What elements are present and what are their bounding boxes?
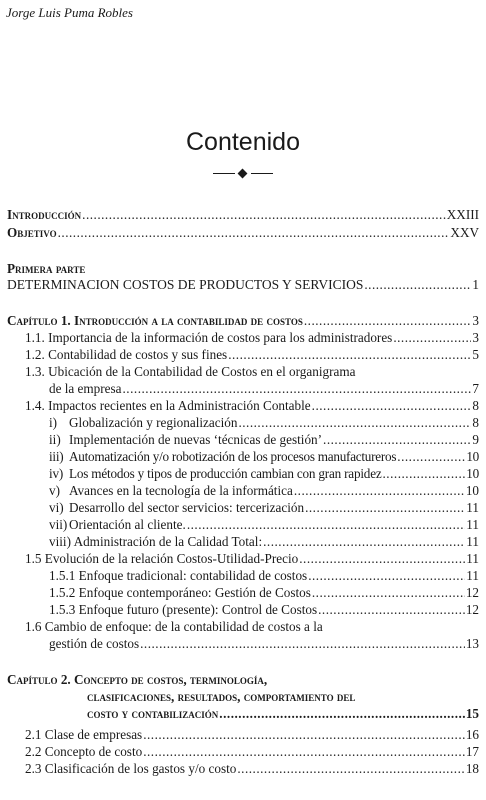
toc-entry-2-2[interactable]: 2.2 Concepto de costo ..... 17 [25,743,479,760]
toc-entry-chapter-1[interactable]: Capítulo 1. Introducción a la contabilidad de costos ..... 3 [7,312,479,329]
toc-entry-1-4-v[interactable]: v) Avances en la tecnología de la informática ..... 10 [49,482,479,499]
toc-entry-objetivo[interactable]: Objetivo ..... XXV [7,224,479,241]
toc-entry-1-2[interactable]: 1.2. Contabilidad de costos y sus fines ..... 5 [25,346,479,363]
toc-entry-2-1[interactable]: 2.1 Clase de empresas ..... 16 [25,726,479,743]
toc-entry-chapter-2[interactable]: costo y contabilización ..... 15 [87,705,479,722]
toc-entry-1-4-vii[interactable]: vii) Orientación al cliente. ..... 11 [49,516,479,533]
toc-entry-1-5[interactable]: 1.5 Evolución de la relación Costos-Utilidad-Precio ..... 11 [25,550,479,567]
toc-entry-1-3[interactable]: de la empresa ..... 7 [49,380,479,397]
toc-entry-1-4-viii[interactable]: viii) Administración de la Calidad Total: ..... 11 [49,533,479,550]
toc-entry-1-5-1[interactable]: 1.5.1 Enfoque tradicional: contabilidad de costos ..... 11 [49,567,479,584]
toc-entry-1-3-line1[interactable]: 1.3. Ubicación de la Contabilidad de Costos en el organigrama [25,364,356,379]
toc-entry-1-4-i[interactable]: i) Globalización y regionalización ..... 8 [49,414,479,431]
diamond-icon [238,169,248,179]
toc-entry-1-4[interactable]: 1.4. Impactos recientes en la Administración Contable ..... 8 [25,397,479,414]
running-header-author: Jorge Luis Puma Robles [6,5,133,20]
toc-entry-1-4-ii[interactable]: ii) Implementación de nuevas ‘técnicas de gestión’ ..... 9 [49,431,479,448]
toc-entry-1-5-2[interactable]: 1.5.2 Enfoque contemporáneo: Gestión de Costos ..... 12 [49,584,479,601]
toc-entry-1-6[interactable]: gestión de costos ..... 13 [49,635,479,652]
part-label: Primera parte [7,261,86,276]
toc-entry-chapter-2-line2[interactable]: clasificaciones, resultados, comportamiento del [87,689,356,704]
toc-entry-1-4-iii[interactable]: iii) Automatización y/o robotización de los procesos manufactureros ..... 10 [49,448,479,465]
toc-entry-introduccion[interactable]: Introducción ..... XXIII [7,206,479,223]
toc-entry-1-4-vi[interactable]: vi) Desarrollo del sector servicios: tercerización ..... 11 [49,499,479,516]
title-ornament [213,168,273,180]
toc-entry-chapter-2-line1[interactable]: Capítulo 2. Concepto de costos, terminología, [7,672,268,687]
toc-entry-1-4-iv[interactable]: iv) Los métodos y tipos de producción cambian con gran rapidez ..... 10 [49,465,479,482]
toc-entry-1-1[interactable]: 1.1. Importancia de la información de costos para los administradores ..... 3 [25,329,479,346]
page-title: Contenido [186,128,300,156]
toc-entry-2-3[interactable]: 2.3 Clasificación de los gastos y/o costo ..... 18 [25,760,479,777]
toc-entry-part1[interactable]: DETERMINACION COSTOS DE PRODUCTOS Y SERVICIOS ..... 1 [7,276,479,293]
toc-entry-1-6-line1[interactable]: 1.6 Cambio de enfoque: de la contabilidad de costos a la [25,619,323,634]
toc-entry-1-5-3[interactable]: 1.5.3 Enfoque futuro (presente): Control de Costos ..... 12 [49,601,479,618]
